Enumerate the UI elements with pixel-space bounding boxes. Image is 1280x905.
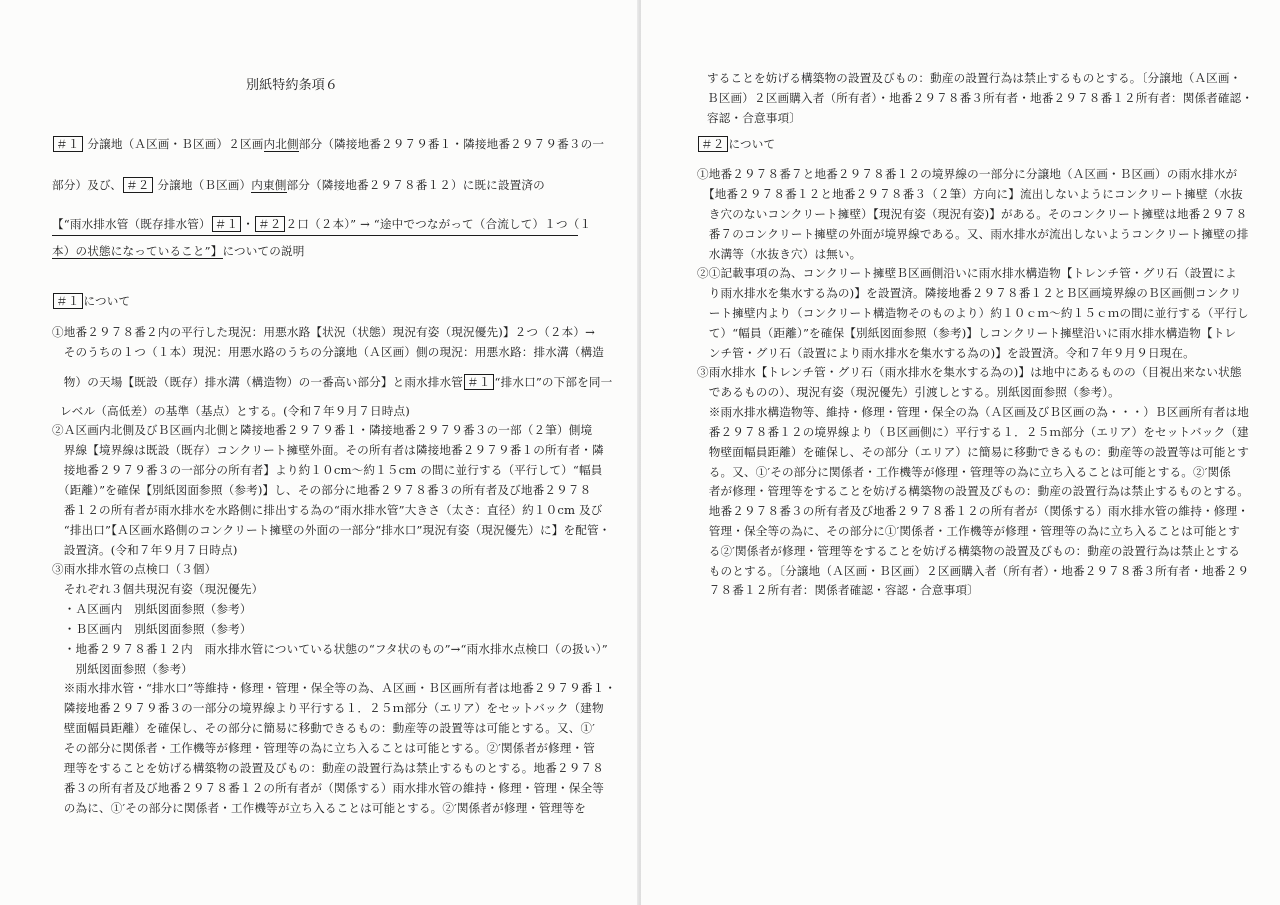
left-line: レベル（高低差）の基準（基点）とする。(令和７年９月７日時点) — [60, 404, 410, 418]
left-line: それぞれ３個共現況有姿（現況優先） — [52, 582, 264, 596]
underline-rule — [52, 235, 578, 236]
right-line: であるものの）、現況有姿（現況優先）引渡しとする。別紙図面参照（参考）。 — [697, 385, 1120, 399]
left-line: その部分に関係者・工作機等が修理・管理等の為に立ち入ることは可能とする。②′関係者が修理・管 — [52, 741, 595, 755]
text-span: 部分（隣接地番２９７８番１２）に既に設置済の — [286, 178, 545, 192]
left-line: ①地番２９７８番２内の平行した現況：用悪水路【状況（状態）現況有姿（現況優先)】２つ（２本）→ — [52, 325, 596, 339]
left-line: 設置済。(令和７年９月７日時点) — [52, 543, 238, 557]
text-span: 分譲地（Ｂ区画） — [157, 178, 252, 192]
text-span: についての説明 — [222, 244, 305, 258]
left-line: 接地番２９７９番３の一部分の所有者】より約１０cm～約１５cm の間に並行する（平行して）“幅員 — [52, 463, 603, 477]
right-line: 番７のコンクリート擁壁の外面が境界線である。又、雨水排水が流出しないようコンクリート擁壁の排 — [697, 227, 1249, 241]
underlined-span: 内北側 — [263, 137, 299, 151]
left-line: ③雨水排水管の点検口（３個） — [52, 562, 217, 576]
section-1-heading — [52, 293, 130, 309]
left-line: ②Ａ区画内北側及びＢ区画内北側と隣接地番２９７９番１・隣接地番２９７９番３の一部（２筆）側境 — [52, 423, 593, 437]
underlined-span: 本）の状態になっていること”】 — [52, 244, 223, 258]
left-line: 界線【境界線は既設（既存）コンクリート擁壁外面。その所有者は隣接地番２９７９番１の所有者・隣 — [52, 443, 604, 457]
right-line: ③雨水排水【トレンチ管・グリ石（雨水排水を集水する為の)】は地中にあるものの（目視出来ない状態 — [697, 365, 1242, 379]
left-line: ・地番２９７８番１２内 雨水排水管についている状態の“フタ状のもの”→“雨水排水点検口（の扱い）” — [52, 642, 608, 656]
left-line: ※雨水排水管・“排水口”等維持・修理・管理・保全等の為、Ａ区画・Ｂ区画所有者は地番２９７９番１・ — [52, 681, 617, 695]
left-line: 隣接地番２９７９番３の一部分の境界線より平行する１．２５ｍ部分（エリア）をセットバック（建物 — [52, 701, 604, 715]
ref-box-1: ＃１ — [464, 374, 494, 390]
right-line: 者が修理・管理等をすることを妨げる構築物の設置及びもの：動産の設置行為は禁止するものとする。 — [697, 484, 1249, 498]
left-line: 番３の所有者及び地番２９７８番１２の所有者が（関係する）雨水排水管の維持・修理・管理・保全等 — [52, 781, 604, 795]
intro-line-4 — [52, 243, 304, 259]
heading-text: について — [83, 294, 131, 308]
right-line: る②′関係者が修理・管理等をすることを妨げる構築物の設置及びもの：動産の設置行為は禁止とする — [697, 544, 1240, 558]
left-line: （距離）”を確保【別紙図面参照（参考)】し、その部分に地番２９７８番３の所有者及び地番２９７８ — [52, 483, 592, 497]
text-span: ２口（２本）” → “途中でつながって（合流して）１つ（１ — [285, 217, 592, 231]
right-line: 物壁面幅員距離）を確保し、その部分（エリア）に簡易に移動できるもの：動産等の設置等は可能とす — [697, 445, 1249, 459]
left-line: “排出口”【Ａ区画水路側のコンクリート擁壁の外面の一部分“排水口”現況有姿（現況優先）に】を配管・ — [52, 523, 611, 537]
right-line: Ｂ区画）２区画購入者（所有者）・地番２９７８番３所有者・地番２９７８番１２所有者：関係者確認・ — [707, 91, 1254, 105]
right-line: ７８番１２所有者：関係者確認・容認・合意事項〕 — [697, 583, 979, 597]
right-line: ※雨水排水構造物等、維持・修理・管理・保全の為（Ａ区画及びＢ区画の為・・・）Ｂ区画所有者は地 — [697, 405, 1249, 419]
right-line: ものとする。〔分譲地（Ａ区画・Ｂ区画）２区画購入者（所有者）・地番２９７８番３所有者・地番２９ — [697, 564, 1250, 578]
text-span: 物）の天場【既設（既存）排水溝（構造物）の一番高い部分】と雨水排水管 — [52, 375, 464, 389]
ref-box-1: ＃１ — [53, 136, 83, 152]
left-line: 壁面幅員距離）を確保し、その部分に簡易に移動できるもの：動産等の設置等は可能とする。又、①′ — [52, 721, 595, 735]
section-2-heading — [697, 136, 775, 152]
left-line: ・Ａ区画内 別紙図面参照（参考） — [52, 602, 252, 616]
left-line: ・Ｂ区画内 別紙図面参照（参考） — [52, 622, 252, 636]
text-span: “排水口”の下部を同一 — [494, 375, 613, 389]
right-line: り雨水排水を集水する為の)】を設置済。隣接地番２９７８番１２とＢ区画境界線のＢ区画側コンクリ — [697, 286, 1242, 300]
left-line: 番１２の所有者が雨水排水を水路側に排出する為の“雨水排水管”大きさ（太さ：直径）約１０cm 及び — [52, 503, 603, 517]
right-line: 地番２９７８番３の所有者及び地番２９７８番１２の所有者が（関係する）雨水排水管の維持・修理・ — [697, 504, 1249, 518]
right-line: て）“幅員（距離）”を確保【別紙図面参照（参考)】しコンクリート擁壁沿いに雨水排水構造物【トレ — [697, 326, 1237, 340]
document-title: 別紙特約条項６ — [246, 78, 339, 93]
text-span: 分譲地（Ａ区画・Ｂ区画）２区画 — [87, 137, 264, 151]
right-line: ート擁壁内より（コンクリート構造物そのものより）約１０ｃｍ～約１５ｃｍの間に並行する（平行し — [697, 306, 1249, 320]
intro-line-3 — [52, 216, 591, 232]
text-span: 部分）及び、 — [52, 178, 122, 192]
left-line: そのうちの１つ（１本）現況：用悪水路のうちの分譲地（Ａ区画）側の現況：用悪水路：排水溝（構造 — [52, 345, 604, 359]
left-line: の為に、①′その部分に関係者・工作機等が立ち入ることは可能とする。②′関係者が修理・管理等を — [52, 801, 587, 815]
right-line: ②①記載事項の為、コンクリート擁壁Ｂ区画側沿いに雨水排水構造物【トレンチ管・グリ石（設置によ — [697, 266, 1237, 280]
underlined-span: 内東側 — [251, 178, 287, 192]
right-line: することを妨げる構築物の設置及びもの：動産の設置行為は禁止するものとする。〔分譲地（Ａ区画・ — [707, 71, 1242, 85]
ref-box-2: ＃２ — [698, 136, 728, 152]
ref-box-1: ＃１ — [53, 293, 83, 309]
text-span: 【“雨水排水管（既存排水管） — [52, 217, 211, 231]
text-span: ・ — [242, 217, 254, 231]
ref-box-1: ＃１ — [212, 216, 242, 232]
right-line: き穴のないコンクリート擁壁）【現況有姿（現況有姿)】がある。そのコンクリート擁壁は地番２９７８ — [697, 207, 1248, 221]
ref-box-2: ＃２ — [123, 177, 153, 193]
left-line: 理等をすることを妨げる構築物の設置及びもの：動産の設置行為は禁止するものとする。地番２９７８ — [52, 761, 604, 775]
heading-text: について — [728, 137, 776, 151]
ref-box-2: ＃２ — [255, 216, 285, 232]
right-line: ンチ管・グリ石（設置により雨水排水を集水する為の)】を設置済。令和７年９月９日現在。 — [697, 346, 1195, 360]
right-page — [641, 0, 1280, 905]
right-line: 管理・保全等の為に、その部分に①′関係者・工作機等が修理・管理等の為に立ち入ることは可能とす — [697, 524, 1240, 538]
left-line-mixed — [52, 374, 612, 390]
right-line: ①地番２９７８番７と地番２９７８番１２の境界線の一部分に分譲地（Ａ区画・Ｂ区画）の雨水排水が — [697, 167, 1238, 181]
right-line: 容認・合意事項〕 — [707, 111, 801, 125]
left-line: 別紙図面参照（参考） — [52, 662, 193, 676]
right-line: 水溝等（水抜き穴）は無い。 — [697, 247, 862, 261]
intro-line-2 — [52, 177, 545, 193]
right-line: 番２９７８番１２の境界線より（Ｂ区画側に）平行する１．２５ｍ部分（エリア）をセットバック（建 — [697, 425, 1249, 439]
right-line: 【地番２９７８番１２と地番２９７８番３（２筆）方向に】流出しないようにコンクリート擁壁（水抜 — [697, 187, 1243, 201]
intro-line-1 — [52, 136, 604, 152]
right-line: る。又、①′その部分に関係者・工作機等が修理・管理等の為に立ち入ることは可能とする。②′関係 — [697, 465, 1232, 479]
text-span: 部分（隣接地番２９７９番１・隣接地番２９７９番３の一 — [298, 137, 605, 151]
